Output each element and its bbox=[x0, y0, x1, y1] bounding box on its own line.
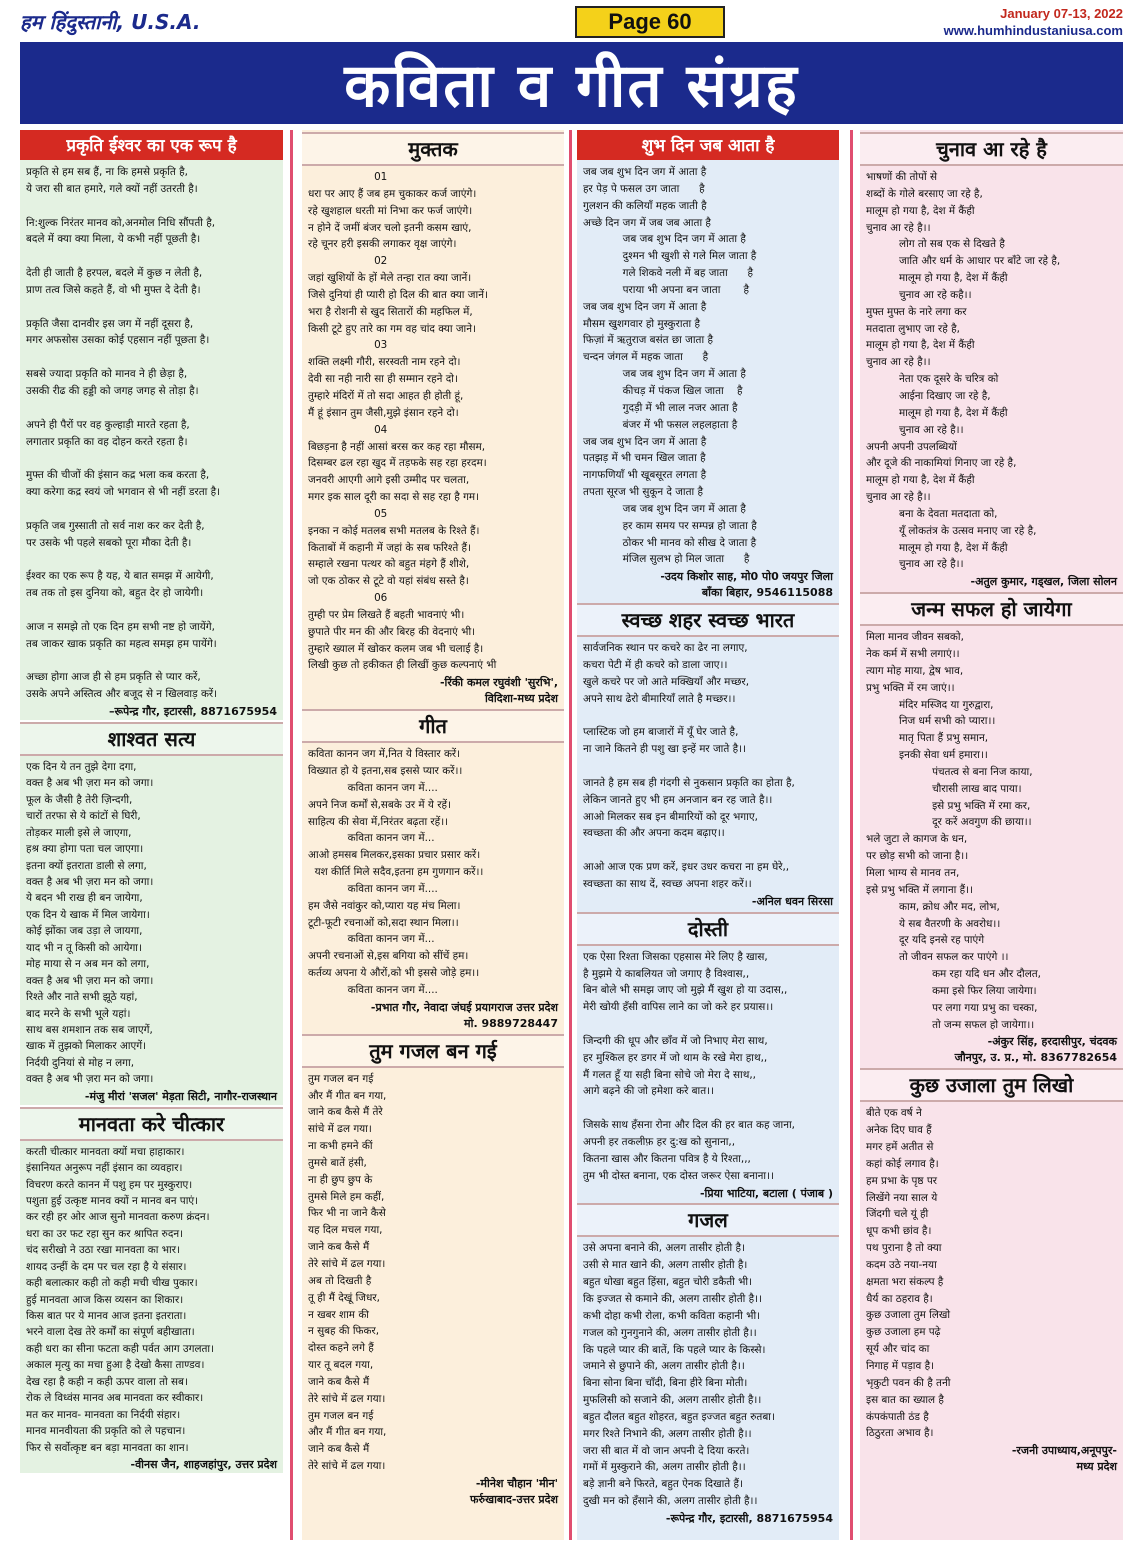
column-divider bbox=[290, 130, 293, 1540]
poem-author: -अंकुर सिंह, हरदासीपुर, चंदवक जौनपुर, उ. प्र., मो. 8367782654 bbox=[954, 1035, 1117, 1065]
column-3 bbox=[577, 130, 839, 1540]
poem-block bbox=[577, 603, 839, 910]
poem-block bbox=[860, 132, 1123, 590]
column-4 bbox=[860, 130, 1123, 1540]
poem-title: तुम गजल बन गई bbox=[302, 1034, 564, 1068]
poem-title: चुनाव आ रहे है bbox=[860, 132, 1123, 166]
section-banner bbox=[20, 42, 1123, 124]
poem-author: -उदय किशोर साह, मो0 पो0 जयपुर जिला बाँका बिहार, 9546115088 bbox=[660, 570, 833, 600]
poem-block bbox=[577, 912, 839, 1202]
poem-author: -रजनी उपाध्याय,अनूपपुर- मध्य प्रदेश bbox=[1011, 1444, 1117, 1474]
poem-block bbox=[20, 130, 283, 720]
poem-block bbox=[302, 132, 564, 707]
poem-title: शुभ दिन जब आता है bbox=[577, 130, 839, 160]
poem-block bbox=[20, 1107, 283, 1473]
poem-author: -अनिल धवन सिरसा bbox=[751, 894, 833, 908]
page-number: Page 60 bbox=[575, 6, 725, 38]
poem-title: प्रकृति ईश्वर का एक रूप है bbox=[20, 130, 283, 160]
masthead bbox=[20, 6, 1123, 40]
poem-author: -प्रभात गौर, नेवादा जंघई प्रयागराज उत्तर प्रदेश मो. 9889728447 bbox=[370, 1000, 558, 1030]
poem-text: प्रकृति से हम सब हैं, ना कि हमसे प्रकृति है, ये जरा सी बात हमारे, गले क्यों नहीं उतरती है। नि:शुल्क निरंतर मानव को,अनमोल निधि सौंपती है, बदले में क्या क्या मिला, ये कभी नहीं पूछती है। देती ही जाती है हरपल, बदले में कुछ न लेती है, प्राण तत्व जिसे कहते हैं, वो भी मुफ्त दे देती है। प्रकृति जैसा दानवीर इस जग में नहीं दूसरा है, मगर अफसोस उसका कोई एहसान नहीं पूछता है। सबसे ज्यादा प्रकृति को मानव ने ही छेड़ा है, उसकी रीढ की हड्डी को जगह जगह से तोड़ा है। अपने ही पैरों पर वह कुल्हाड़ी मारते रहता है, लगातार प्रकृति का वह दोहन करते रहता है। मुफ्त की चीजों की इंसान कद्र भला कब करता है, क्या करेगा कद्र स्वयं जो भगवान से भी नहीं डरता है। प्रकृति जब गुस्साती तो सर्व नाश कर कर देती है, पर उसके भी पहले सबको पूरा मौका देती है। ईश्वर का एक रूप है यह, ये बात समझ में आयेगी, तब तक तो इस दुनिया को, बहुत देर हो जायेगी। आज न समझे तो एक दिन हम सभी नष्ट हो जायेंगे, तब जाकर खाक प्रकृति का महत्व समझ हम पायेंगे। अच्छा होगा आज ही से हम प्रकृति से प्यार करें, उसके अपने अस्तित्व और बजूद से न खिलवाड़ करें। bbox=[26, 166, 221, 701]
poem-title: शाश्वत सत्य bbox=[20, 722, 283, 756]
poem-title: मानवता करे चीत्कार bbox=[20, 1107, 283, 1141]
poem-author: -मंजु मीरां 'सजल' मेड़ता सिटी, नागौर-राजस्थान bbox=[84, 1089, 277, 1103]
poem-title: गजल bbox=[577, 1203, 839, 1237]
poem-title: गीत bbox=[302, 709, 564, 743]
poem-author: -वीनस जैन, शाहजहांपुर, उत्तर प्रदेश bbox=[130, 1457, 277, 1471]
poem-text: जब जब शुभ दिन जग में आता है हर पेड़ पे फसल उग जाता है गुलशन की कलियाँ महक जाती है अच्छे दिन जग में जब जब आता है जब जब शुभ दिन जग में आता है दुश्मन भी खुशी से गले मिल जाता है गले शिकवे नली में बह जाता है पराया भी अपना बन जाता है जब जब शुभ दिन जग में आता है मौसम खुशगवार हो मुस्कुराता है फिज़ां में ऋतुराज बसंत छा जाता है चन्दन जंगल में महक जाता है जब जब शुभ दिन जग में आता है कीचड़ में पंकज खिल जाता है गुदड़ी में भी लाल नजर आता है बंजर में भी फसल लहलहाता है जब जब शुभ दिन जग में आता है पतझड़ में भी चमन खिल जाता है नागफणियाँ भी खूबसूरत लगता है तपता सूरज भी सुकून दे जाता है जब जब शुभ दिन जग में आता है हर काम समय पर सम्पन्न हो जाता है ठोकर भी मानव को सीख दे जाता है मंजिल सुलभ हो मिल जाता है bbox=[583, 166, 757, 566]
section-title: कविता व गीत संग्रह bbox=[344, 51, 799, 121]
poem-block bbox=[860, 592, 1123, 1066]
poem-text: एक दिन ये तन तुझे देगा दगा, वक्त है अब भी ज़रा मन को जगा। फूल के जैसी है तेरी ज़िन्दगी, चारों तरफा से ये कांटों से घिरी, तोड़कर माली इसे ले जाएगा, हश्र क्या होगा पता चल जाएगा। इतना क्यों इतराता डाली से लगा, वक्त है अब भी ज़रा मन को जगा। ये बदन भी राख ही बन जायेगा, एक दिन ये खाक में मिल जायेगा। कोई झोंका जब उड़ा ले जायगा, याद भी न तू किसी को आयेगा। मोह माया से न अब मन को लगा, वक्त है अब भी ज़रा मन को जगा। रिश्ते और नाते सभी झूठे यहां, बाद मरने के सभी भूले यहां। साथ बस शमशान तक सब जाएगें, खाक में तुझको मिलाकर आएगें। निर्दयी दुनियां से मोह न लगा, वक्त है अब भी ज़रा मन को जगा। bbox=[26, 760, 154, 1086]
poem-title: स्वच्छ शहर स्वच्छ भारत bbox=[577, 603, 839, 637]
poem-text: एक ऐसा रिश्ता जिसका एहसास मेरे लिए है खास, है मुझमे ये काबलियत जो जगाए है विश्वास,, बिन बोले भी समझ जाए जो मुझे मैं खुश हो या उदास,, मेरी खोयी हँसी वापिस लाने का जो करे हर प्रयास।। जिन्दगी की धूप और छाँव में जो निभाए मेरा साथ, हर मुश्किल हर डगर में जो थाम के रखे मेरा हाथ,, मैं गलत हूँ या सही बिना सोचे जो मेरा दे साथ,, आगे बढ़ने की जो हमेशा करे बात।। जिसके साथ हँसना रोना और दिल की हर बात कह जाना, अपनी हर तकलीफ़ हर दु:ख को सुनाना,, कितना खास और कितना पवित्र है ये रिश्ता,,, तुम भी दोस्त बनाना, एक दोस्त जरूर ऐसा बनाना।। bbox=[583, 950, 795, 1182]
column-1 bbox=[20, 130, 283, 1540]
poem-text: करती चीत्कार मानवता क्यों मचा हाहाकार। इंसानियत अनुरूप नहीं इंसान का व्यवहार। विचरण करते कानन में पशु हम पर मुस्कुराए। पशुता हुई उत्कृष्ट मानव क्यों न मानव बन पाएं। कर रही हर ओर आज सुनो मानवता करुण क्रंदन। धरा का उर फट रहा सुन कर श्रापित रुदन। चंद सरीखो ने उठा रखा मानवता का भार। शायद उन्हीं के दम पर चल रहा है ये संसार। कही बलात्कार कही तो कही मची चीख पुकार। हुई मानवता आज किस व्यसन का शिकार। किस बात पर ये मानव आज इतना इतराता। भरने वाला देख तेरे कर्मों का संपूर्ण बहीखाता। कही धरा का सीना फटता कही पर्वत आग उगलता। अकाल मृत्यु का मचा हुआ है देखो कैसा ताण्डव। देख रहा है कही न कही ऊपर वाला तो सब। रोक ले विध्वंस मानव अब मानवता कर स्वीकार। मत कर मानव- मानवता का निर्दयी संहार। मानव मानवीयता की प्रकृति को ले पहचान। फिर से सर्वोत्कृष्ट बन बड़ा मानवता का शान। bbox=[26, 1145, 215, 1454]
poem-text: बीते एक वर्ष ने अनेक दिए घाव हैं मगर हमें अतीत से कहां कोई लगाव है। हम प्रभा के पृष्ठ पर लिखेंगे नया साल ये जिंदगी चले यूं ही धूप कभी छांव है। पथ पुराना है तो क्या कदम उठे नया-नया क्षमता भरा संकल्प है धैर्य का ठहराव है। कुछ उजाला तुम लिखो कुछ उजाला हम पढ़े सूर्य और चांद का निगाह में पड़ाव है। भृकुटी पवन की है तनी इस बात का ख्याल है कंपकंपाती ठंड है ठिठुरता अभाव है। bbox=[866, 1107, 951, 1440]
poem-title: जन्म सफल हो जायेगा bbox=[860, 592, 1123, 626]
poem-block bbox=[577, 1203, 839, 1526]
poem-title: कुछ उजाला तुम लिखो bbox=[860, 1068, 1123, 1102]
column-2 bbox=[302, 130, 564, 1540]
poem-author: –रूपेन्द्र गौर, इटारसी, 8871675954 bbox=[108, 705, 277, 718]
poem-title: मुक्तक bbox=[302, 132, 564, 166]
poem-block bbox=[20, 722, 283, 1105]
poem-text: 01 धरा पर आए हैं जब हम चुकाकर कर्ज जाएंगे। रहे खुशहाल धरती मां निभा कर फर्ज जाएंगे। न होने दें जमीं बंजर चलो इतनी कसम खाएं, रहे चूनर हरी इसकी लगाकर वृक्ष जाएंगे। 02 जहां खुशियों के हों मेले तन्हा रात क्या जानें। जिसे दुनियां ही प्यारी हो दिल की बात क्या जानें। भरा है रोशनी से खुद सितारों की महफिल में, किसी टूटे हुए तारे का गम वह चांद क्या जाने। 03 शक्ति लक्ष्मी गौरी, सरस्वती नाम रहने दो। देवी सा नही नारी सा ही सम्मान रहने दो। तुम्हारे मंदिरों में तो सदा आहत ही होती हूं, मैं हूं इंसान तुम जैसी,मुझे इंसान रहने दो। 04 बिछड़ना है नहीं आसां बरस कर कह रहा मौसम, दिसम्बर ढल रहा खुद में तड़फके सह रहा हरदम। जनवरी आएगी आगे इसी उम्मीद पर चलता, मगर इक साल दूरी का सदा से सह रहा है गम। 05 इनका न कोई मतलब सभी मतलब के रिश्ते हैं। किताबों में कहानी में जहां के सब फरिश्ते हैं। सम्हाले रखना पत्थर को बहुत मंहगे हैं शीशे, जो एक ठोकर से टूटे वो यहां संबंध सस्ते है। 06 तुम्ही पर प्रेम लिखते हैं बहती भावनाएं भी। छुपाते पीर मन की और बिरह की वेदनाएं भी। तुम्हारे ख्याल में खोकर कलम जब भी चलाई है। लिखी कुछ तो हकीकत ही लिखीं कुछ कल्पनाएं भी bbox=[308, 171, 497, 672]
poem-text: तुम गजल बन गई और मैं गीत बन गया, जाने कब कैसे मैं तेरे सांचे में ढल गया। ना कभी हमने कीं तुमसे बातें हंसी, ना ही छुप छुप के तुमसे मिले हम कहीं, फिर भी ना जाने कैसे यह दिल मचल गया, जाने कब कैसे मैं तेरे सांचे में ढल गया। अब तो दिखती है तू ही मैं देखूं जिधर, न खबर शाम की न सुबह की फिकर, दोस्त कहने लगे हैं यार तू बदल गया, जाने कब कैसे मैं तेरे सांचे में ढल गया। तुम गजल बन गई और मैं गीत बन गया, जाने कब कैसे मैं तेरे सांचे में ढल गया। bbox=[308, 1072, 387, 1473]
newspaper-name: हम हिंदुस्तानी, U.S.A. bbox=[20, 10, 201, 34]
poem-block bbox=[860, 1068, 1123, 1475]
poem-text: भाषणों की तोपों से शब्दों के गोले बरसाए जा रहे है, मालूम हो गया है, देश में कैंही चुनाव आ रहे है।। लोग तो सब एक से दिखते है जाति और धर्म के आधार पर बाँटे जा रहे है, मालूम हो गया है, देश में कैंही चुनाव आ रहे कहै।। मुफ्त मुफ्त के नारे लगा कर मतदाता लुभाए जा रहे है, मालूम हो गया है, देश में कैंही चुनाव आ रहे है।। नेता एक दूसरे के चरित्र को आईना दिखाए जा रहे है, मालूम हो गया है, देश में कैंही चुनाव आ रहे है।। अपनी अपनी उपलब्धियों और दूजे की नाकामियां गिनाए जा रहे है, मालूम हो गया है, देश में कैंही चुनाव आ रहे है।। बना के देवता मतदाता को, यूँ लोकतंत्र के उत्सव मनाए जा रहे है, मालूम हो गया है, देश में कैंही चुनाव आ रहे है।। bbox=[866, 171, 1061, 571]
issue-date: January 07-13, 2022 bbox=[1000, 6, 1123, 21]
poem-block bbox=[577, 130, 839, 601]
poem-block bbox=[302, 709, 564, 1032]
poem-text: सार्वजनिक स्थान पर कचरे का ढेर ना लगाए, कचरा पेटी में ही कचरे को डाला जाए।। खुले कचरे पर जो आते मक्खियाँ और मच्छर, अपने साथ ढेरो बीमारियाँ लाते है मच्छर।। प्लास्टिक जो हम बाजारों में यूँ घेर जाते है, ना जाने कितने ही पशु खा इन्हें मर जाते है।। जानते है हम सब ही गंदगी से नुकसान प्रकृति का होता है, लेकिन जानते हुए भी हम अनजान बन रह जाते है।। आओ मिलकर सब इन बीमारियों को दूर भगाए, स्वच्छता की और अपना कदम बढ़ाए।। आओ आज एक प्रण करें, इधर उधर कचरा ना हम घेरे,, स्वच्छता का साथ दें, स्वच्छ अपना शहर करें।। bbox=[583, 642, 795, 890]
poem-block bbox=[302, 1034, 564, 1508]
poem-author: -रूपेन्द्र गौर, इटारसी, 8871675954 bbox=[665, 1511, 833, 1525]
poem-text: कविता कानन जग में,नित ये विस्तार करें। विख्यात हो ये इतना,सब इससे प्यार करें।। कविता कानन जग में.... अपने निज कर्मों से,सबके उर में ये रहें। साहित्य की सेवा में,निरंतर बढ़ता रहें।। कविता कानन जग में... आओ हमसब मिलकर,इसका प्रचार प्रसार करें। यश कीर्ति मिले सदैव,इतना हम गुणगान करें।। कविता कानन जग में.... हम जैसे नवांकुर को,प्यारा यह मंच मिला। टूटी-फूटी रचनाओं को,सदा स्थान मिला।। कविता कानन जग में... अपनी रचनाओं से,इस बगिया को सींचें हम। कर्तव्य अपना ये औरों,को भी इससे जोड़े हम।। कविता कानन जग में.... bbox=[308, 748, 484, 996]
poem-text: मिला मानव जीवन सबको, नेक कर्म में सभी लगाएं।। त्याग मोह माया, द्वेष भाव, प्रभु भक्ति में रम जाएं।। मंदिर मस्जिद या गुरुद्वारा, निज धर्म सभी को प्यारा।। मातृ पिता हैं प्रभु समान, इनकी सेवा धर्म हमारा।। पंचतत्व से बना निज काया, चौरासी लाख बाद पाया। इसे प्रभु भक्ति में रमा कर, दूर करें अवगुण की छाया।। भले जुटा ले कागज के धन, पर छोड़ सभी को जाना है।। मिला भाग्य से मानव तन, इसे प्रभु भक्ति में लगाना हैं।। काम, क्रोध और मद, लोभ, ये सब वैतरणी के अवरोध।। दूर यदि इनसे रह पाएंगे तो जीवन सफल कर पाएंगे ।। कम रहा यदि धन और दौलत, कमा इसे फिर लिया जायेगा। पर लगा गया प्रभु का चस्का, तो जन्म सफल हो जायेगा।। bbox=[866, 631, 1041, 1031]
poem-author: -प्रिया भाटिया, बटाला ( पंजाब ) bbox=[699, 1186, 833, 1200]
poem-author: -रिंकी कमल रघुवंशी 'सुरभि', विदिशा-मध्य प्रदेश bbox=[439, 676, 558, 706]
column-divider bbox=[569, 130, 572, 1540]
poem-text: उसे अपना बनाने की, अलग तासीर होती है। उसी से मात खाने की, अलग तासीर होती है। बहुत धोखा बहुत हिंसा, बहुत चोरी डकैती भी। कि इज्जत से कमाने की, अलग तासीर होती है।। कभी दोहा कभी रोला, कभी कविता कहानी भी। गजल को गुनगुनाने की, अलग तासीर होती है।। कि पहले प्यार की बातें, कि पहले प्यार के किस्से। जमाने से छुपाने की, अलग तासीर होती है।। बिना सोना बिना चाँदी, बिना हीरे बिना मोती। मुफलिसी को सजाने की, अलग तासीर होती है।। बहुत दौलत बहुत शोहरत, बहुत इज्जत बहुत रुतबा। मगर रिश्ते निभाने की, अलग तासीर होती है।। जरा सी बात में वो जान अपनी दे दिया करते। गमों में मुस्कुराने की, अलग तासीर होती है।। बड़े ज्ञानी बने फिरते, बहुत ऐनक दिखाते हैं। दुखी मन को हँसाने की, अलग तासीर होती है।। bbox=[583, 1242, 775, 1508]
poem-author: -मीनेश चौहान 'मीन' फर्रुखाबाद-उत्तर प्रदेश bbox=[470, 1476, 558, 1506]
poem-title: दोस्ती bbox=[577, 912, 839, 946]
column-divider bbox=[850, 130, 853, 1540]
website-link[interactable]: www.humhindustaniusa.com bbox=[943, 23, 1123, 38]
poem-author: -अतुल कुमार, गड्खल, जिला सोलन bbox=[970, 575, 1117, 589]
